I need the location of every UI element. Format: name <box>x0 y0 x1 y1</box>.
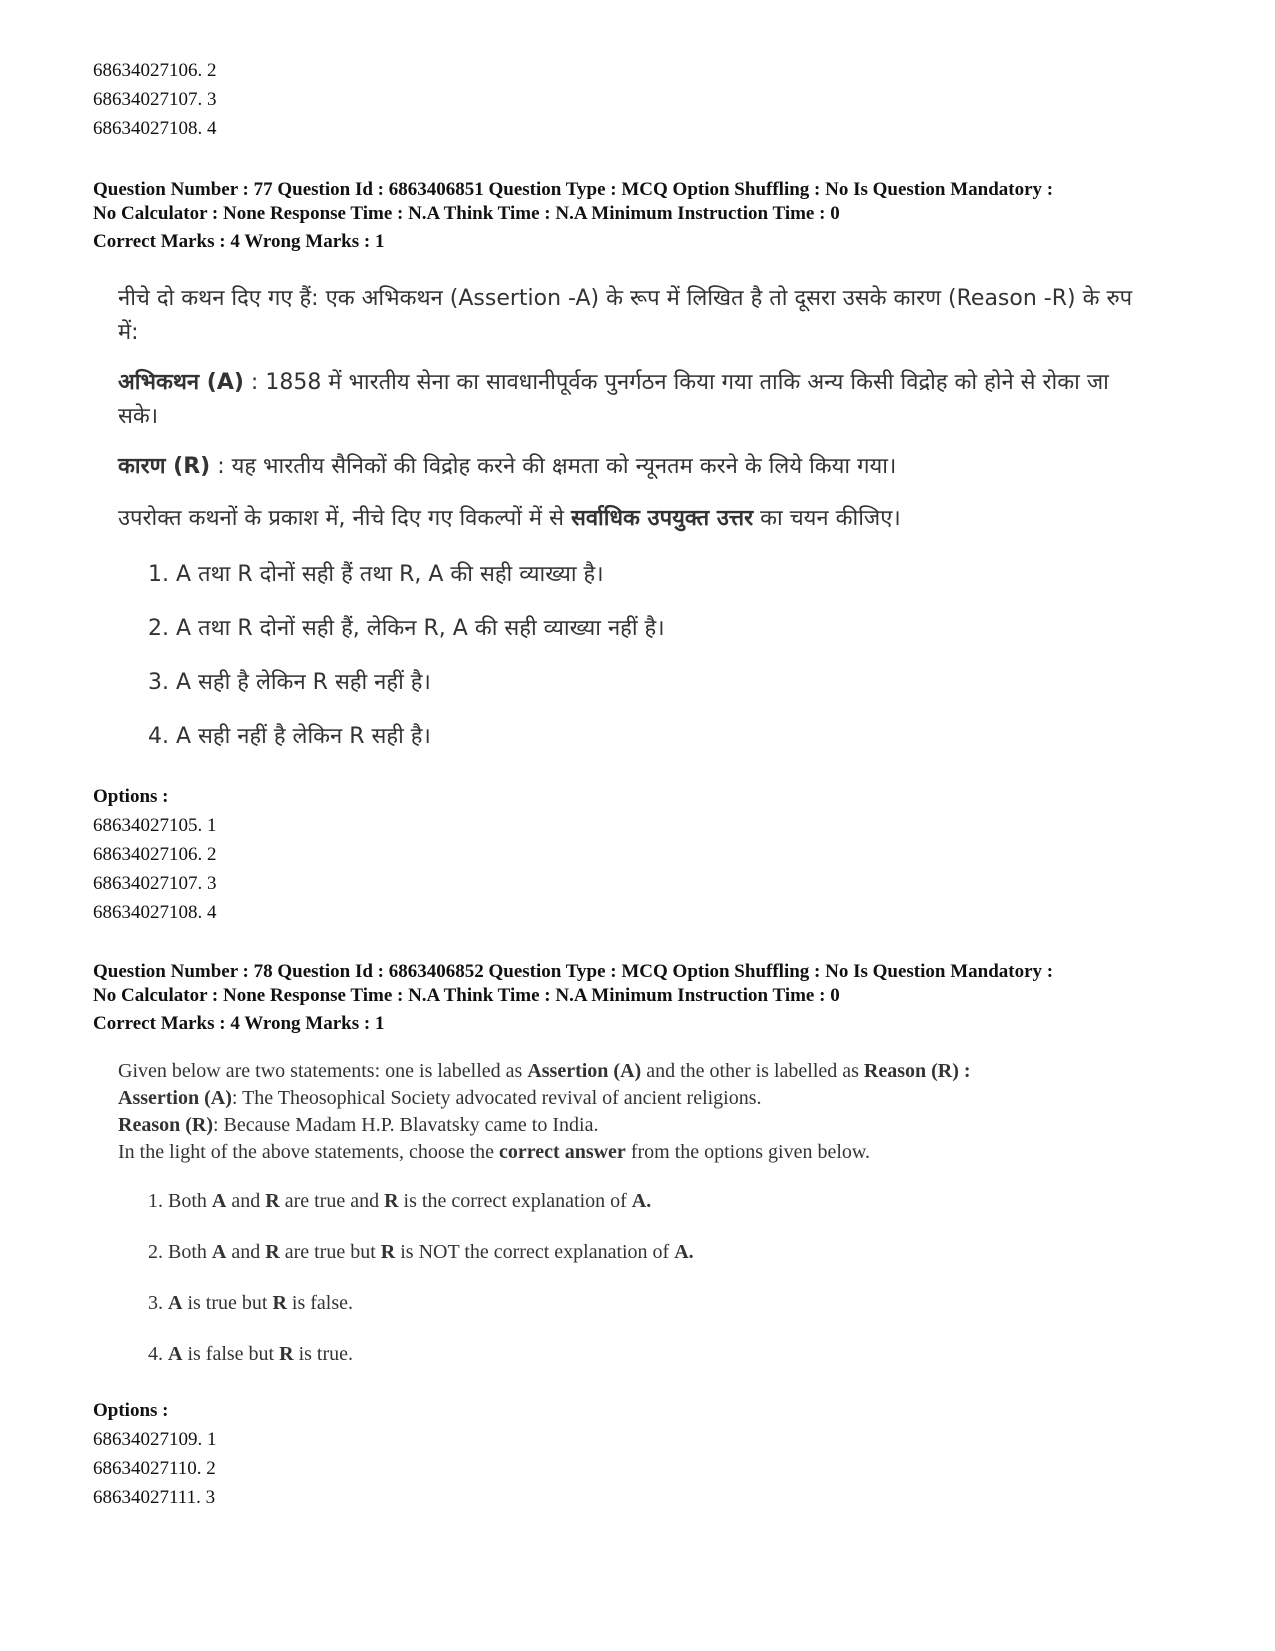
reason-statement <box>118 1112 1138 1139</box>
question-78-body <box>118 1058 1138 1366</box>
choice-2: 2. Both A and R are true but R is NOT the correct explanation of A. <box>148 1241 694 1263</box>
question-77-body <box>118 282 1138 750</box>
options-label: Options : <box>93 786 169 807</box>
assertion-text: : The Theosophical Society advocated revival of ancient religions. <box>231 1087 762 1109</box>
intro-text-mid: and the other is labelled as <box>641 1060 864 1082</box>
option-line: 68634027111. 3 <box>93 1487 216 1508</box>
question-78-options <box>93 1396 217 1512</box>
reason-label: कारण (R) <box>118 454 211 479</box>
question-intro: नीचे दो कथन दिए गए हैं: एक अभिकथन (Assertion -A) के रूप में लिखित है तो दूसरा उसके कारण (Reason -R) के रुप में: <box>118 286 1133 345</box>
assertion-text: : 1858 में भारतीय सेना का सावधानीपूर्वक पुनर्गठन किया गया ताकि अन्य किसी विद्रोह को होने से रोका जा सके। <box>118 370 1109 429</box>
choice-3: 3. A सही है लेकिन R सही नहीं है। <box>148 670 431 695</box>
option-line: 68634027107. 3 <box>93 89 217 110</box>
instruction-text-end: का चयन कीजिए। <box>753 506 901 531</box>
option-line: 68634027108. 4 <box>93 902 217 923</box>
intro-reason: Reason (R) : <box>863 1060 971 1082</box>
intro-assertion: Assertion (A) <box>527 1060 642 1082</box>
reason-label: Reason (R) <box>118 1114 213 1136</box>
assertion-label: अभिकथन (A) <box>118 370 244 395</box>
instruction-text: उपरोक्त कथनों के प्रकाश में, नीचे दिए गए विकल्पों में से <box>118 506 571 531</box>
option-line: 68634027105. 1 <box>93 815 217 836</box>
question-meta-line-2: No Calculator : None Response Time : N.A Think Time : N.A Minimum Instruction Time : 0 <box>93 985 840 1006</box>
options-label: Options : <box>93 1400 169 1421</box>
question-marks: Correct Marks : 4 Wrong Marks : 1 <box>93 1013 385 1034</box>
option-line: 68634027106. 2 <box>93 844 217 865</box>
reason-text: : यह भारतीय सैनिकों की विद्रोह करने की क्षमता को न्यूनतम करने के लिये किया गया। <box>210 454 897 479</box>
assertion-statement <box>118 366 1138 434</box>
instruction <box>118 1139 1138 1166</box>
instruction <box>118 502 1138 536</box>
option-line: 68634027109. 1 <box>93 1429 217 1450</box>
choice-3: 3. A is true but R is false. <box>148 1292 353 1314</box>
question-77-header <box>93 178 1053 254</box>
choice-4: 4. A is false but R is true. <box>148 1343 353 1365</box>
choice-1: 1. Both A and R are true and R is the correct explanation of A. <box>148 1190 652 1212</box>
previous-question-options <box>93 56 217 143</box>
instruction-emphasis: सर्वाधिक उपयुक्त उत्तर <box>570 506 754 531</box>
question-meta-line-1: Question Number : 78 Question Id : 6863406852 Question Type : MCQ Option Shuffling : No Is Question Mandatory : <box>93 961 1054 982</box>
instruction-emphasis: correct answer <box>499 1141 626 1163</box>
question-marks: Correct Marks : 4 Wrong Marks : 1 <box>93 231 385 252</box>
question-meta-line-1: Question Number : 77 Question Id : 6863406851 Question Type : MCQ Option Shuffling : No Is Question Mandatory : <box>93 179 1054 200</box>
intro-text: Given below are two statements: one is labelled as <box>118 1060 528 1082</box>
option-line: 68634027107. 3 <box>93 873 217 894</box>
instruction-text-end: from the options given below. <box>625 1141 871 1163</box>
choice-1: 1. A तथा R दोनों सही हैं तथा R, A की सही व्याख्या है। <box>148 562 604 587</box>
question-78-header <box>93 960 1053 1036</box>
option-line: 68634027106. 2 <box>93 60 217 81</box>
assertion-label: Assertion (A) <box>118 1087 232 1109</box>
question-intro <box>118 1058 1138 1085</box>
option-line: 68634027108. 4 <box>93 118 217 139</box>
instruction-text: In the light of the above statements, choose the <box>118 1141 500 1163</box>
option-line: 68634027110. 2 <box>93 1458 216 1479</box>
reason-statement <box>118 450 1138 484</box>
choice-2: 2. A तथा R दोनों सही हैं, लेकिन R, A की सही व्याख्या नहीं है। <box>148 616 665 641</box>
choice-4: 4. A सही नहीं है लेकिन R सही है। <box>148 724 431 749</box>
question-meta-line-2: No Calculator : None Response Time : N.A Think Time : N.A Minimum Instruction Time : 0 <box>93 203 840 224</box>
question-77-options <box>93 782 217 927</box>
reason-text: : Because Madam H.P. Blavatsky came to India. <box>213 1114 599 1136</box>
assertion-statement <box>118 1085 1138 1112</box>
